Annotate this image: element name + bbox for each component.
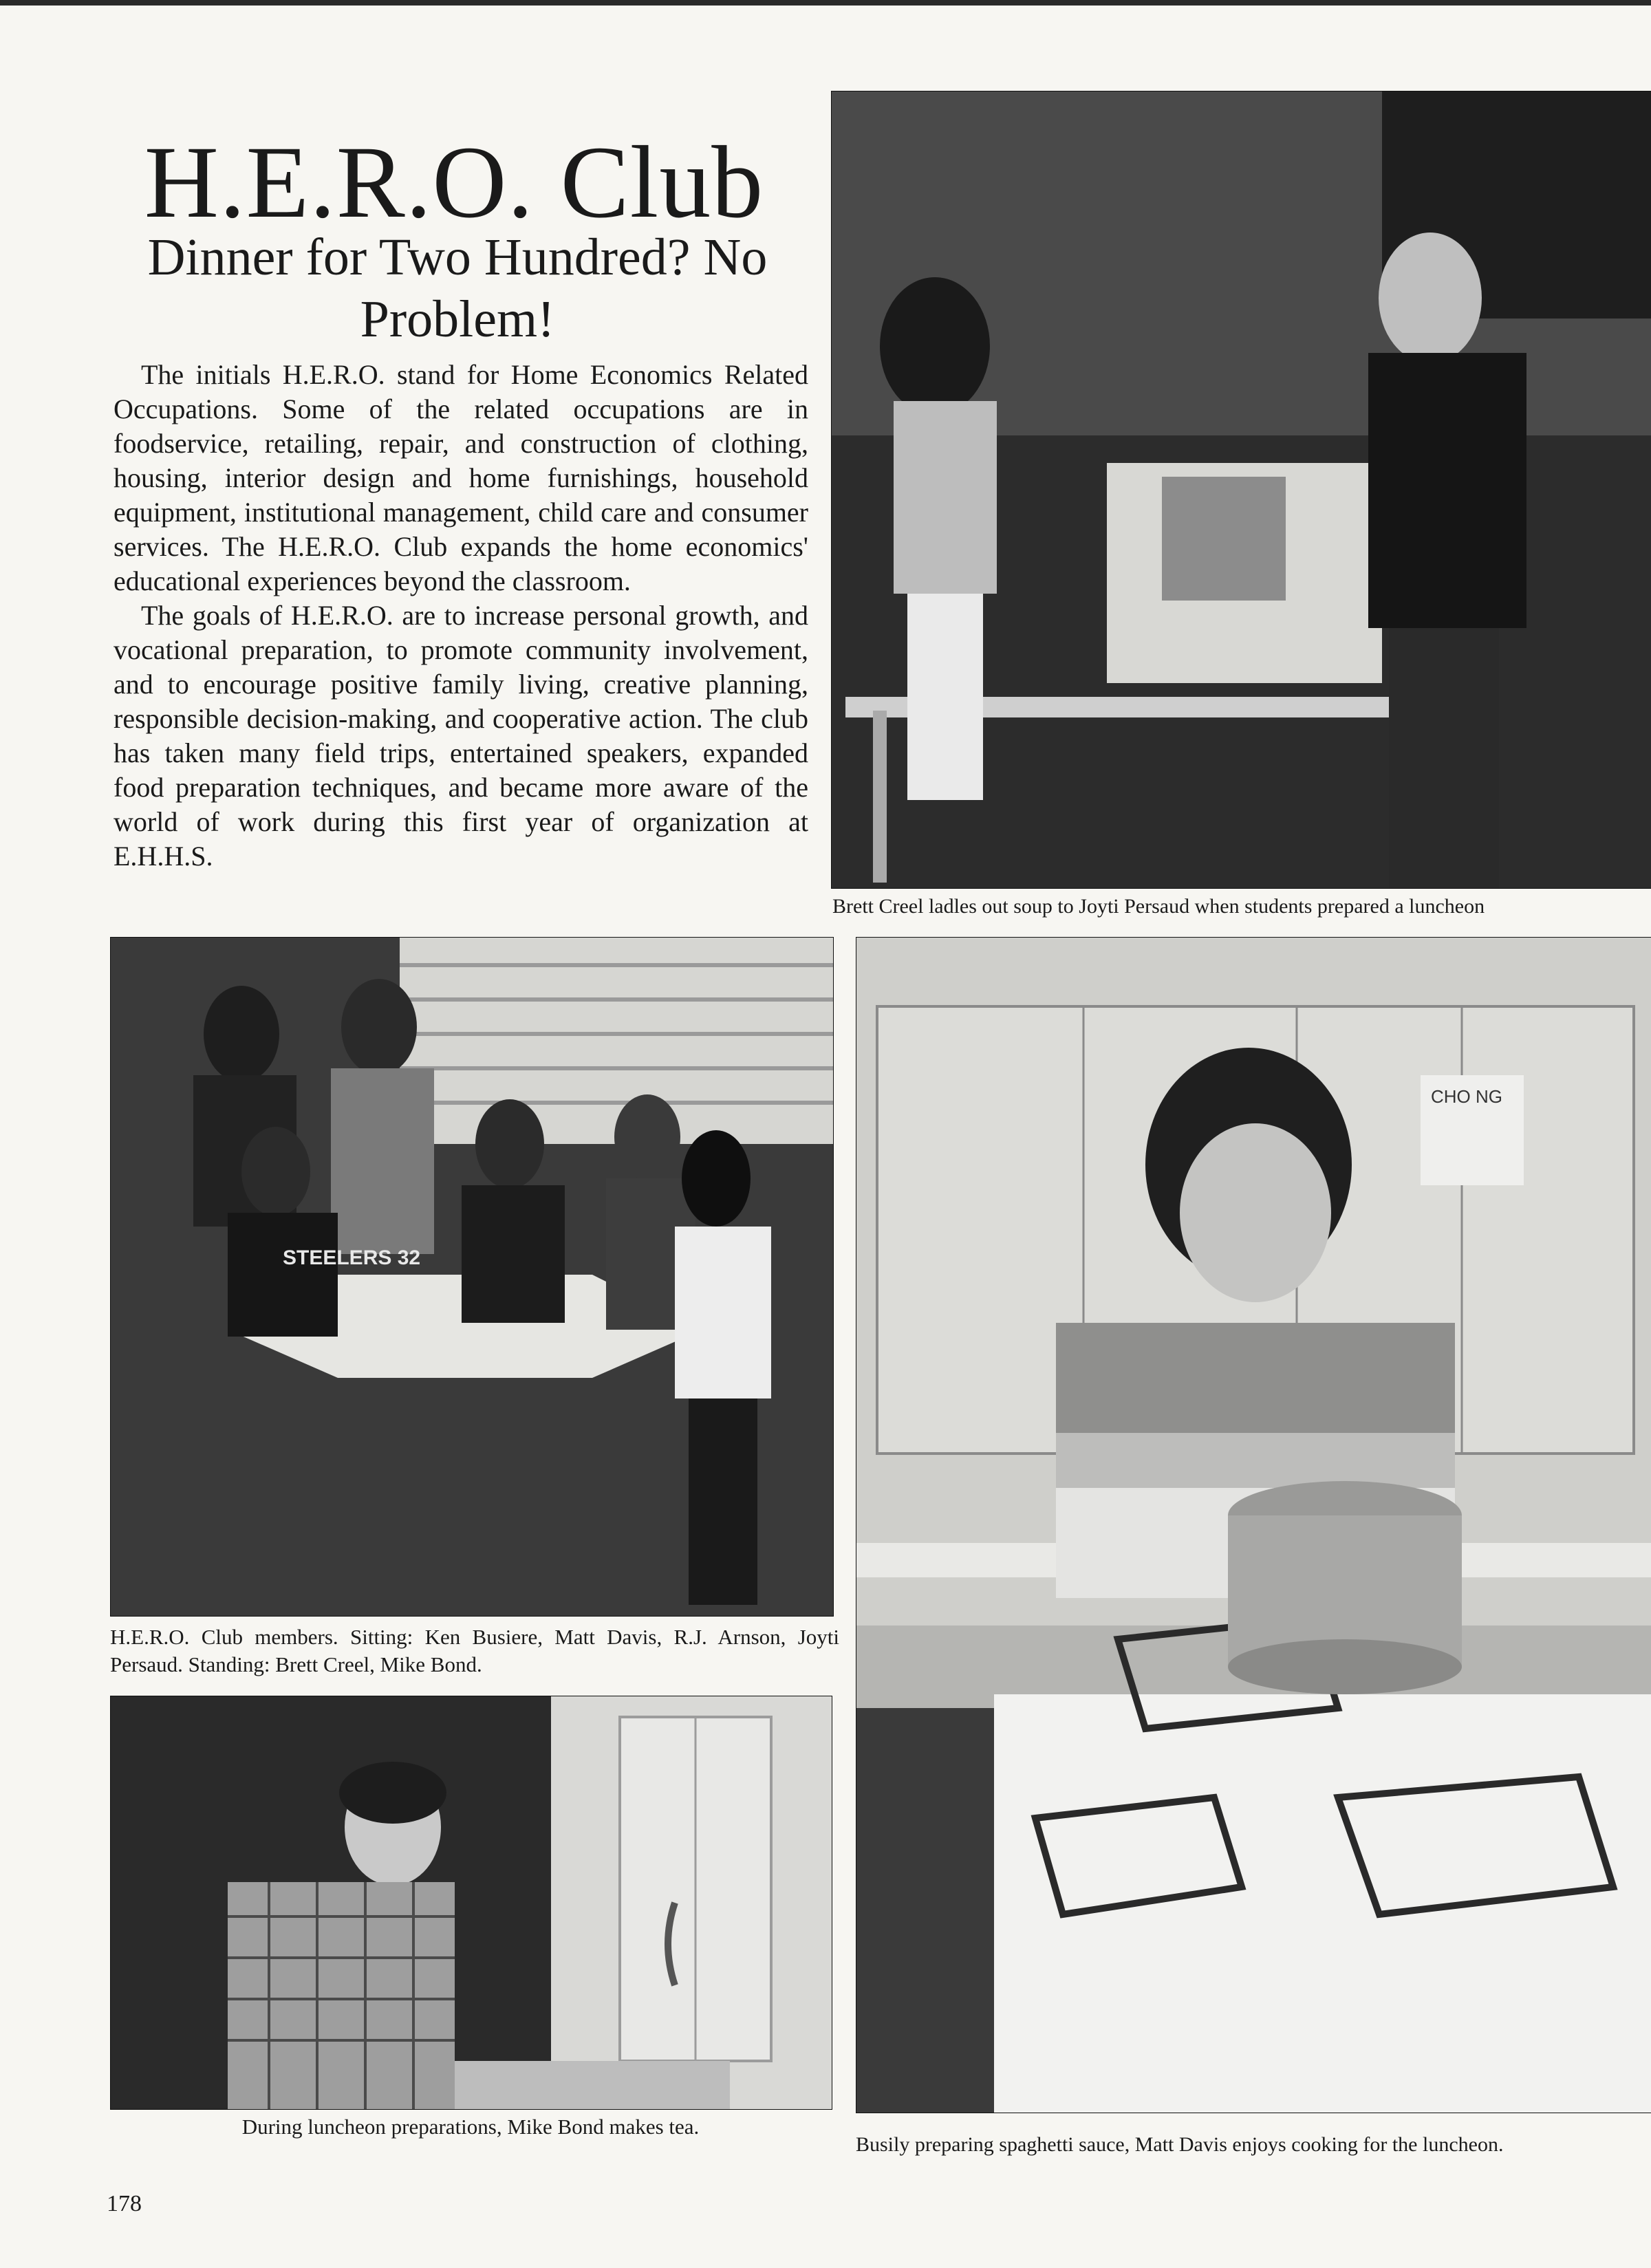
caption-soup-ladling: Brett Creel ladles out soup to Joyti Persaud when students prepared a luncheon [832, 895, 1485, 918]
caption-club-members: H.E.R.O. Club members. Sitting: Ken Busiere, Matt Davis, R.J. Arnson, Joyti Persaud. Standing: Brett Creel, Mike Bond. [110, 1625, 839, 1676]
photo-spaghetti-sauce [856, 937, 1651, 2113]
jersey-text: STEELERS 32 [283, 1246, 421, 1269]
photo-making-tea [110, 1696, 832, 2110]
page-title: H.E.R.O. Club [144, 125, 764, 239]
caption-making-tea: During luncheon preparations, Mike Bond makes tea. [241, 2115, 700, 2139]
article-body [114, 358, 808, 874]
caption-spaghetti-sauce: Busily preparing spaghetti sauce, Matt Davis enjoys cooking for the luncheon. [856, 2133, 1504, 2156]
page-subtitle: Dinner for Two Hundred? No Problem! [147, 228, 768, 348]
scan-edge [0, 0, 1651, 6]
article-paragraph: The goals of H.E.R.O. are to increase personal growth, and vocational preparation, to promote community involvement, and to encourage positive family living, creative planning, responsible decision-making, and cooperative action. The club has taken many field trips, entertained speakers, expanded food preparation techniques, and became more aware of the world of work during this first year of organization at E.H.H.S. [114, 600, 808, 872]
article-paragraph: The initials H.E.R.O. stand for Home Economics Related Occupations. Some of the related occupations are in foodservice, retailing, repair, and construction of clothing, housing, interior design and home furnishings, household equipment, institutional management, child care and consumer services. The H.E.R.O. Club expands the home economics' educational experiences beyond the classroom. [114, 359, 808, 596]
photo-soup-ladling [831, 91, 1651, 889]
wall-sign-text: CHO NG [1431, 1086, 1502, 1107]
page-number: 178 [107, 2191, 142, 2216]
photo-club-members [110, 937, 834, 1617]
